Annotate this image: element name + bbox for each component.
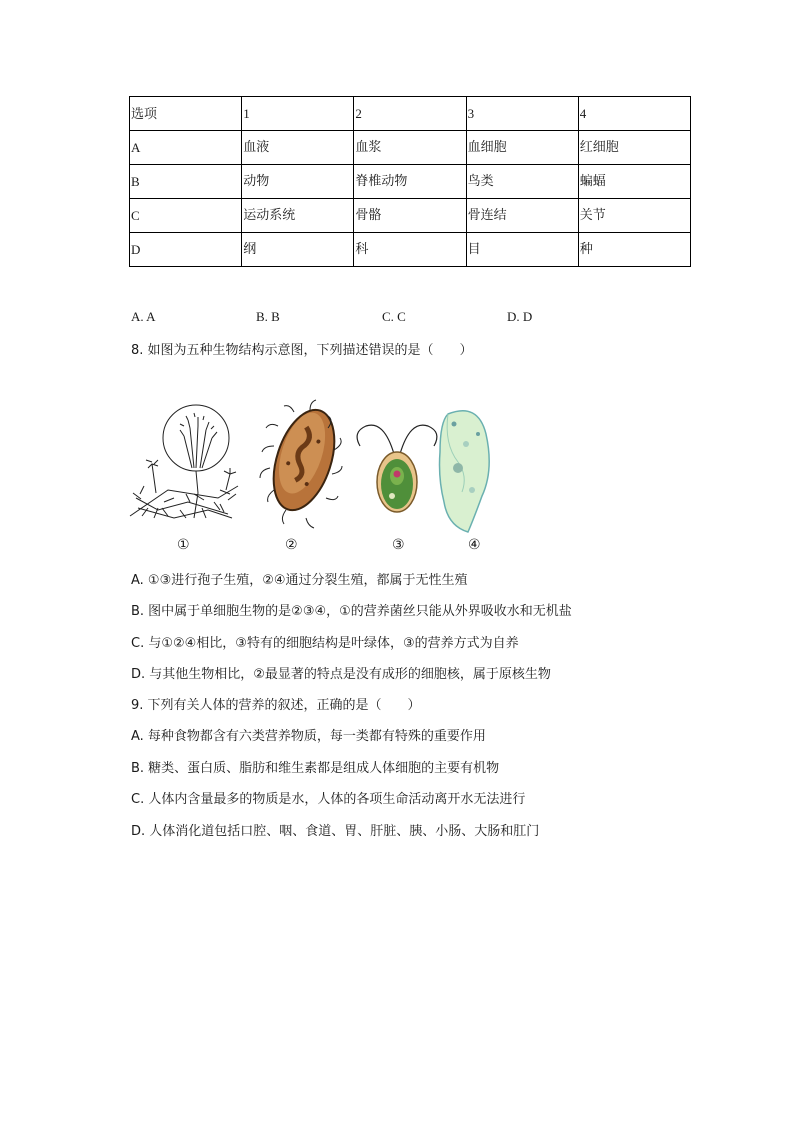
table-cell: 2 (354, 97, 466, 131)
mold-illustration (130, 405, 238, 518)
table-cell: 血液 (242, 131, 354, 165)
chlamydomonas-illustration (357, 425, 437, 512)
table-cell: D (130, 233, 242, 267)
table-cell: 动物 (242, 165, 354, 199)
table-header-row (130, 97, 691, 131)
figure-label-4: ④ (468, 537, 481, 553)
table-cell: 骨连结 (466, 199, 578, 233)
q8-stem: 8. 如图为五种生物结构示意图，下列描述错误的是（ ） (131, 343, 473, 358)
table-cell: 血浆 (354, 131, 466, 165)
q7-choice-b: B. B (256, 309, 280, 324)
table-cell: 纲 (242, 233, 354, 267)
organisms-figure (128, 398, 508, 558)
table-row (130, 131, 691, 165)
table-row (130, 199, 691, 233)
table-cell: 科 (354, 233, 466, 267)
table-cell: 运动系统 (242, 199, 354, 233)
table-cell: B (130, 165, 242, 199)
table-cell: 关节 (578, 199, 690, 233)
figure-label-2: ② (285, 537, 298, 553)
table-cell: 选项 (130, 97, 242, 131)
q8-option-a: A. ①③进行孢子生殖，②④通过分裂生殖，都属于无性生殖 (131, 573, 468, 588)
bacterium-illustration (260, 400, 346, 528)
q7-choice-a: A. A (131, 309, 156, 324)
figure-label-1: ① (177, 537, 190, 553)
table-cell: 红细胞 (578, 131, 690, 165)
table-cell: 1 (242, 97, 354, 131)
table-cell: 种 (578, 233, 690, 267)
q8-option-c: C. 与①②④相比，③特有的细胞结构是叶绿体，③的营养方式为自养 (131, 636, 519, 651)
table-cell: 骨骼 (354, 199, 466, 233)
table-cell: 4 (578, 97, 690, 131)
table-row (130, 165, 691, 199)
q7-choice-c: C. C (382, 309, 406, 324)
q7-choice-d: D. D (507, 309, 533, 324)
table-row (130, 233, 691, 267)
table-cell: 蝙蝠 (578, 165, 690, 199)
table-cell: 脊椎动物 (354, 165, 466, 199)
table-cell: C (130, 199, 242, 233)
q9-stem: 9. 下列有关人体的营养的叙述，正确的是（ ） (131, 698, 421, 713)
table-cell: A (130, 131, 242, 165)
options-table (129, 96, 691, 267)
q8-option-b: B. 图中属于单细胞生物的是②③④，①的营养菌丝只能从外界吸收水和无机盐 (131, 604, 572, 619)
table-cell: 血细胞 (466, 131, 578, 165)
table-cell: 3 (466, 97, 578, 131)
q9-option-c: C. 人体内含量最多的物质是水，人体的各项生命活动离开水无法进行 (131, 792, 526, 807)
table-cell: 鸟类 (466, 165, 578, 199)
paramecium-illustration (440, 411, 490, 532)
table-cell: 目 (466, 233, 578, 267)
q9-option-b: B. 糖类、蛋白质、脂肪和维生素都是组成人体细胞的主要有机物 (131, 761, 500, 776)
q9-option-d: D. 人体消化道包括口腔、咽、食道、胃、肝脏、胰、小肠、大肠和肛门 (131, 824, 540, 839)
q8-option-d: D. 与其他生物相比，②最显著的特点是没有成形的细胞核，属于原核生物 (131, 667, 551, 682)
figure-label-3: ③ (392, 537, 405, 553)
q9-option-a: A. 每种食物都含有六类营养物质，每一类都有特殊的重要作用 (131, 729, 486, 744)
q7-choices (131, 309, 651, 327)
